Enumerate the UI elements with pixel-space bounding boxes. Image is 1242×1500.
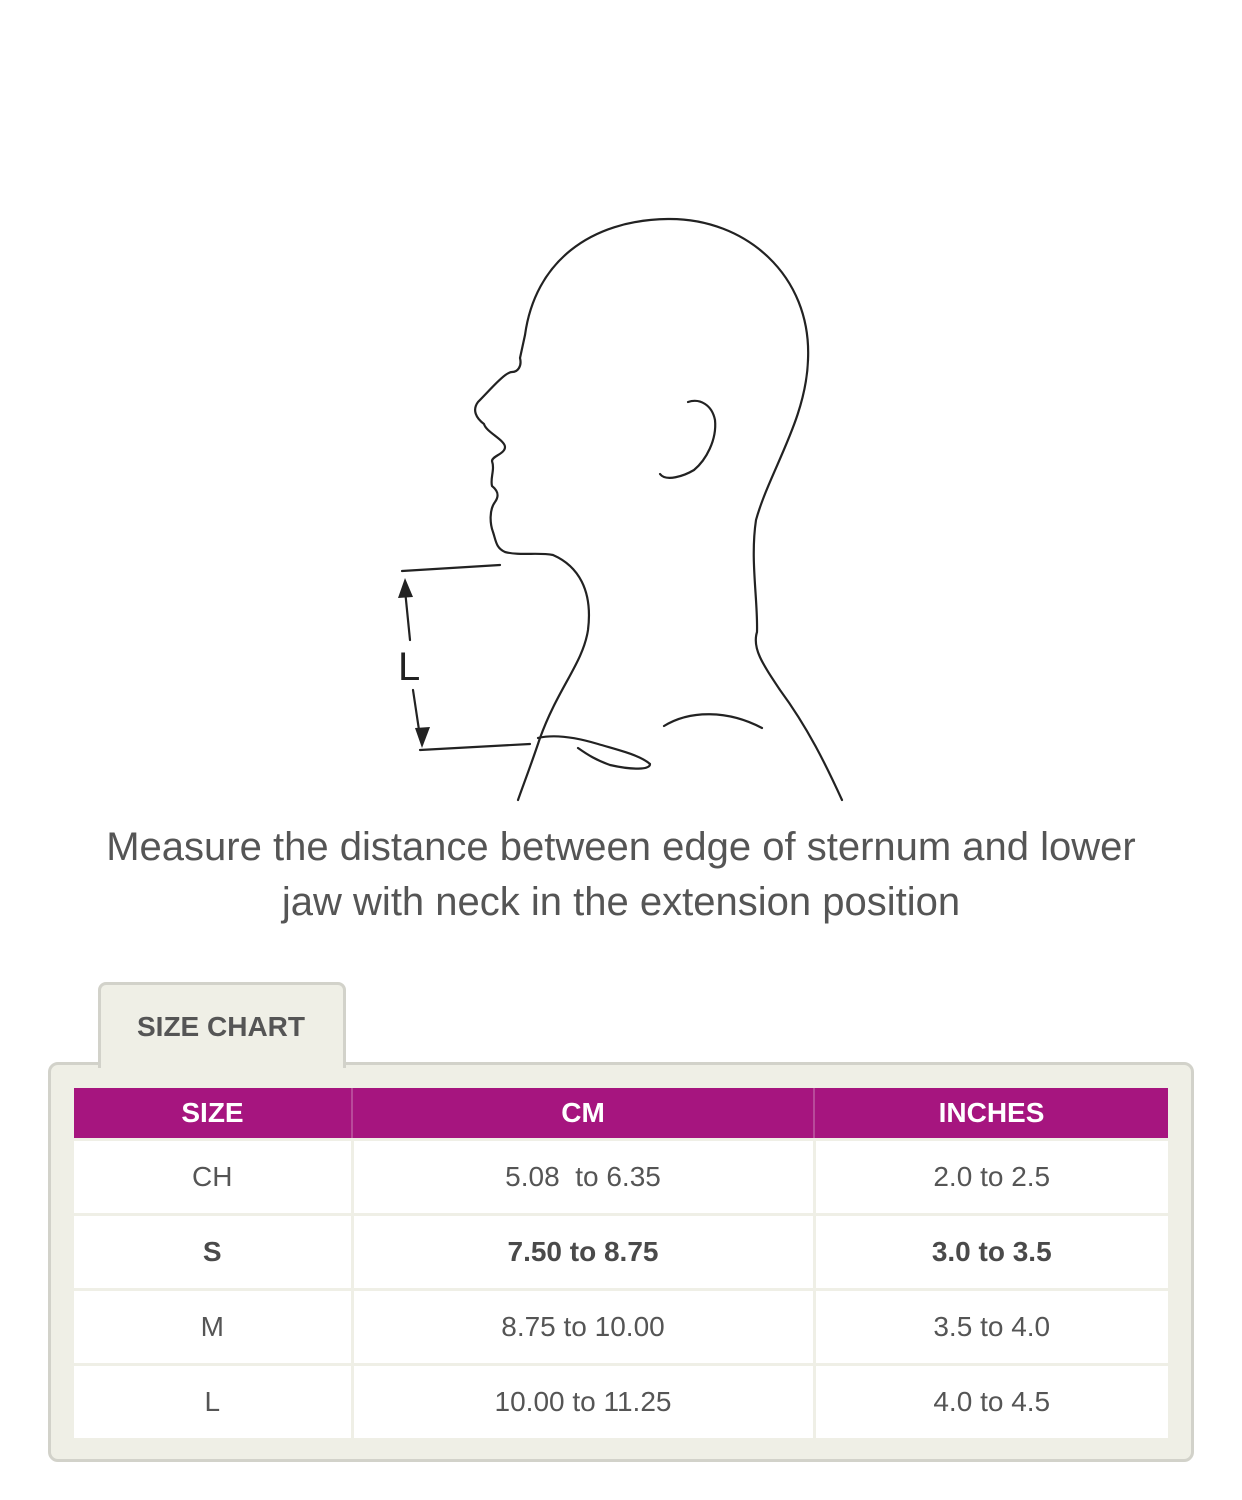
measure-arrow-shaft-bottom	[413, 690, 419, 730]
cm-cell: 10.00 to 11.25	[352, 1365, 814, 1439]
column-header-size: SIZE	[74, 1088, 352, 1140]
size-chart-tab	[98, 982, 346, 1068]
cm-cell: 7.50 to 8.75	[352, 1215, 814, 1290]
column-header-cm: CM	[352, 1088, 814, 1140]
instruction-line-1: Measure the distance between edge of sternum and lower	[106, 825, 1136, 869]
inches-cell: 3.0 to 3.5	[814, 1215, 1168, 1290]
jaw-reference-line	[402, 565, 500, 571]
cm-cell: 5.08 to 6.35	[352, 1140, 814, 1215]
inches-cell: 2.0 to 2.5	[814, 1140, 1168, 1215]
size-cell: M	[74, 1290, 352, 1365]
instruction-line-2: jaw with neck in the extension position	[281, 880, 961, 924]
sternum-reference-line	[420, 744, 530, 750]
back-of-neck-outline	[754, 360, 842, 800]
clavicle-outline	[538, 736, 650, 768]
cm-cell: 8.75 to 10.00	[352, 1290, 814, 1365]
tab-joiner	[101, 1060, 343, 1066]
table-row	[74, 1140, 1168, 1215]
table-header-row	[74, 1088, 1168, 1140]
inches-cell: 3.5 to 4.0	[814, 1290, 1168, 1365]
size-chart-tab-label: SIZE CHART	[137, 1011, 305, 1042]
arrow-up-icon	[398, 578, 413, 598]
size-cell: S	[74, 1215, 352, 1290]
inches-cell: 4.0 to 4.5	[814, 1365, 1168, 1439]
size-cell: L	[74, 1365, 352, 1439]
measurement-instruction	[40, 820, 1202, 930]
measure-label-l: L	[398, 645, 421, 689]
size-cell: CH	[74, 1140, 352, 1215]
size-chart-table	[74, 1088, 1168, 1438]
head-profile-illustration	[380, 205, 860, 810]
table-row	[74, 1365, 1168, 1439]
ear-outline	[660, 401, 715, 478]
column-header-inches: INCHES	[814, 1088, 1168, 1140]
table-row	[74, 1215, 1168, 1290]
measure-arrow-shaft-top	[405, 590, 410, 640]
table-row	[74, 1290, 1168, 1365]
shoulder-outline	[664, 714, 762, 728]
arrow-down-icon	[415, 727, 430, 748]
